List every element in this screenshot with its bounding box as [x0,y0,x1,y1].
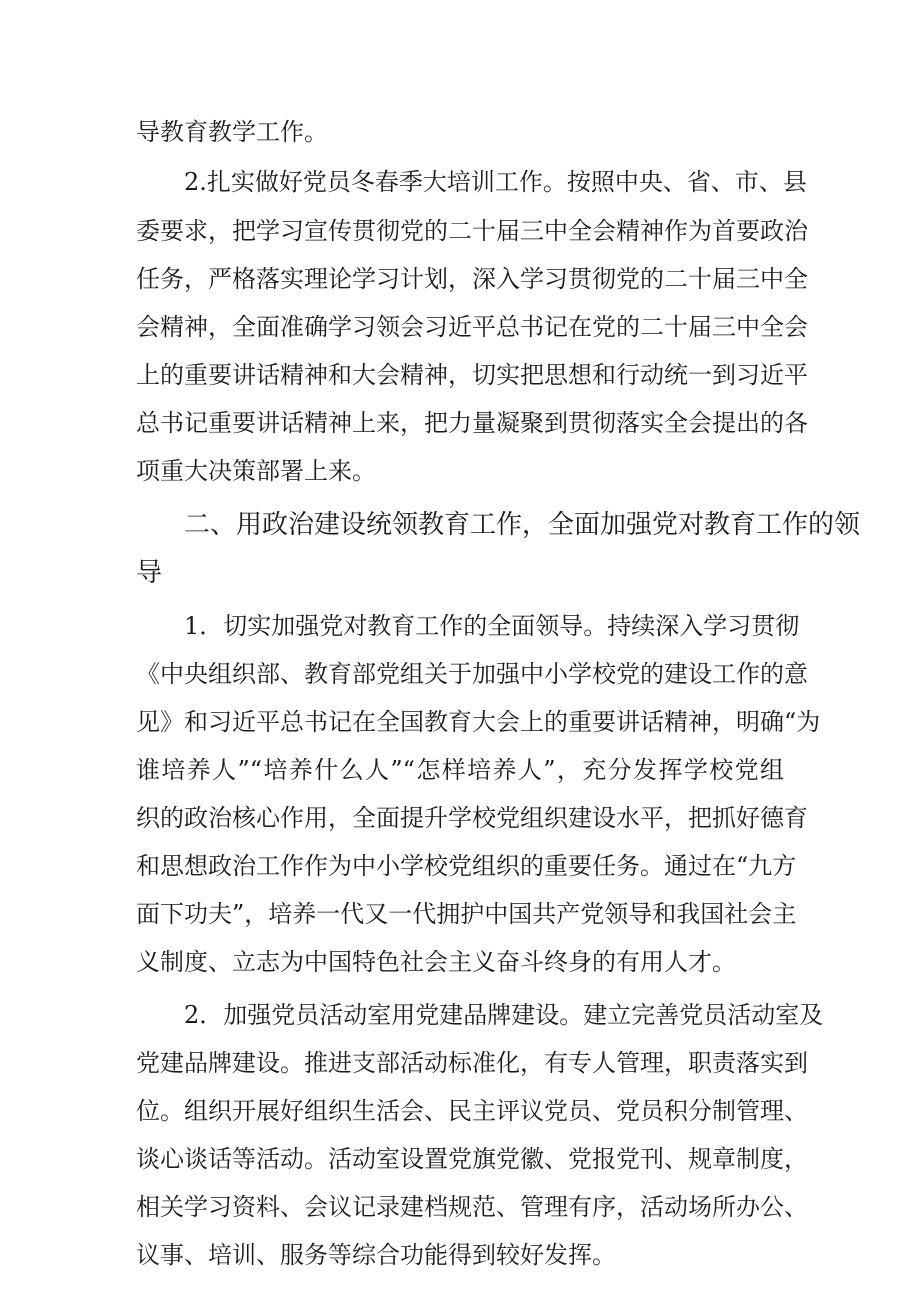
section-1-item-2-line-7: 项重大决策部署上来。 [136,457,376,485]
section-1-item-2-line-6: 总书记重要讲话精神上来，把力量凝聚到贯彻落实全会提出的各 [136,409,808,437]
section-2-item-1-line-2: 《中央组织部、教育部党组关于加强中小学校党的建设工作的意 [136,660,808,688]
section-2-item-2-line-1: 2．加强党员活动室用党建品牌建设。建立完善党员活动室及 [184,1001,824,1029]
section-2-item-2-line-2: 党建品牌建设。推进支部活动标准化，有专人管理，职责落实到 [136,1049,808,1077]
section-1-item-2-line-2: 委要求，把学习宣传贯彻党的二十届三中全会精神作为首要政治 [136,217,808,245]
section-1-item-2-line-4: 会精神，全面准确学习领会习近平总书记在党的二十届三中全会 [136,313,808,341]
text-line-continuation: 导教育教学工作。 [136,118,328,146]
section-1-item-2-line-1: 2.扎实做好党员冬春季大培训工作。按照中央、省、市、县 [184,168,807,196]
section-1-item-2-line-3: 任务，严格落实理论学习计划，深入学习贯彻党的二十届三中全 [136,265,808,293]
section-2-item-1-line-1: 1．切实加强党对教育工作的全面领导。持续深入学习贯彻 [184,612,800,640]
section-2-item-2-line-4: 谈心谈话等活动。活动室设置党旗党徽、党报党刊、规章制度， [136,1145,808,1173]
section-1-item-2-line-5: 上的重要讲话精神和大会精神，切实把思想和行动统一到习近平 [136,361,808,389]
section-2-item-1-line-3: 见》和习近平总书记在全国教育大会上的重要讲话精神，明确“为 [136,708,821,736]
section-2-heading-line-1: 二、用政治建设统领教育工作，全面加强党对教育工作的领 [184,510,861,540]
section-2-item-1-line-7: 面下功夫”，培养一代又一代拥护中国共产党领导和我国社会主 [136,900,797,928]
section-2-item-1-line-4: 谁培养人”“培养什么人”“怎样培养人”，充分发挥学校党组 [136,756,784,784]
section-2-heading-line-2: 导 [136,558,163,588]
section-2-item-1-line-8: 义制度、立志为中国特色社会主义奋斗终身的有用人才。 [136,948,736,976]
section-2-item-1-line-6: 和思想政治工作作为中小学校党组织的重要任务。通过在“九方 [136,852,797,880]
section-2-item-2-line-5: 相关学习资料、会议记录建档规范、管理有序，活动场所办公、 [136,1193,808,1221]
section-2-item-2-line-3: 位。组织开展好组织生活会、民主评议党员、党员积分制管理、 [136,1097,808,1125]
section-2-item-2-line-6: 议事、培训、服务等综合功能得到较好发挥。 [136,1241,616,1269]
section-2-item-1-line-5: 织的政治核心作用，全面提升学校党组织建设水平，把抓好德育 [136,804,808,832]
